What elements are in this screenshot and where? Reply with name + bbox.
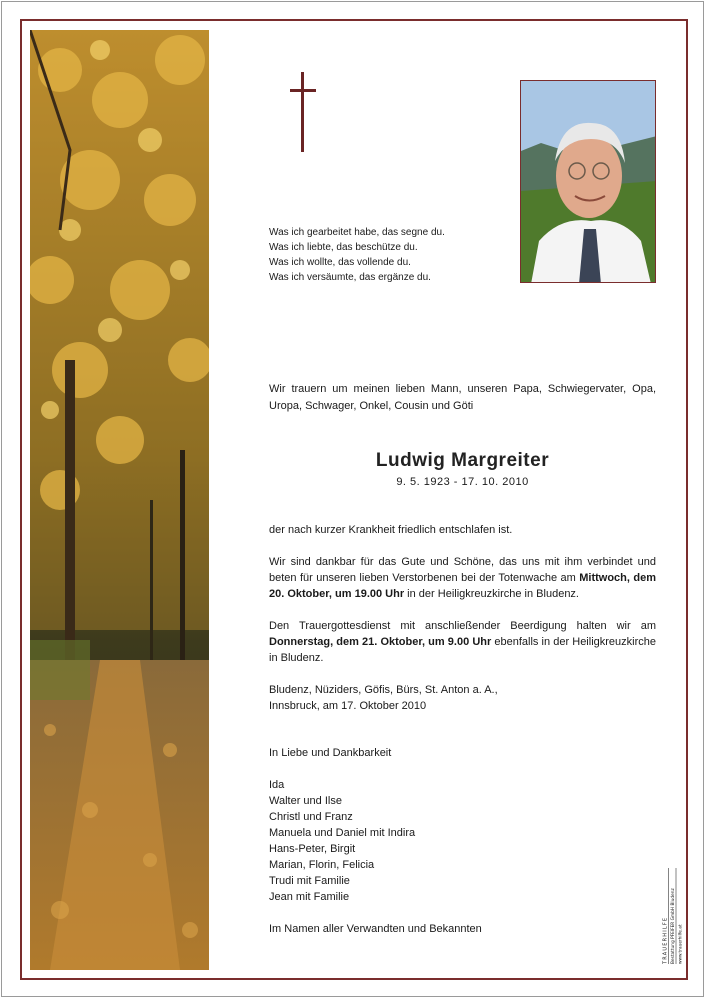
death-note: der nach kurzer Krankheit friedlich entschlafen ist. xyxy=(269,524,513,536)
closing-text: In Liebe und Dankbarkeit xyxy=(269,747,392,759)
life-dates: 9. 5. 1923 - 17. 10. 2010 xyxy=(396,476,529,488)
mourner: Manuela und Daniel mit Indira xyxy=(269,827,416,839)
funeral-text: Den Trauergottesdienst mit anschließender Beerdigung halten wir am xyxy=(269,620,656,632)
funeral-paragraph xyxy=(269,618,656,666)
verse-line: Was ich liebte, das beschütze du. xyxy=(269,242,418,253)
mourner: Trudi mit Familie xyxy=(269,875,350,887)
final-text: Im Namen aller Verwandten und Bekannten xyxy=(269,923,482,935)
verse xyxy=(269,225,445,285)
mourner: Ida xyxy=(269,779,285,791)
funeral-home-logo xyxy=(661,866,683,966)
wake-location: in der Heiligkreuzkirche in Bludenz. xyxy=(404,588,579,600)
verse-line: Was ich wollte, das vollende du. xyxy=(269,257,411,268)
forest-path-image xyxy=(30,30,209,970)
place-line: Innsbruck, am 17. Oktober 2010 xyxy=(269,700,427,712)
mourner: Marian, Florin, Felicia xyxy=(269,859,375,871)
mourner: Jean mit Familie xyxy=(269,891,350,903)
portrait-photo xyxy=(520,80,656,283)
logo-line-3: www.trauerhilfe.at xyxy=(678,924,683,964)
verse-line: Was ich gearbeitet habe, das segne du. xyxy=(269,227,445,238)
wake-date: Mittwoch, dem 20. Oktober, um 19.00 Uhr xyxy=(269,572,657,600)
logo-line-1: TRAUERHILFE xyxy=(662,916,669,964)
cross-icon xyxy=(290,72,318,152)
final-line xyxy=(269,921,482,937)
verse-line: Was ich versäumte, das ergänze du. xyxy=(269,272,431,283)
mourner: Christl und Franz xyxy=(269,811,353,823)
funeral-location: ebenfalls in der Heiligkreuzkirche in Bludenz. xyxy=(269,636,656,664)
closing-phrase xyxy=(269,745,391,761)
wake-text: Wir sind dankbar für das Gute und Schöne, das uns mit ihm verbindet und beten für unseren lieben Verstorbenen bei der Totenwache am xyxy=(269,556,656,584)
mourner: Hans-Peter, Birgit xyxy=(269,843,356,855)
logo-line-2: Bestattung PFEIFER GmbH Bludenz xyxy=(671,888,676,964)
mourner: Walter und Ilse xyxy=(269,795,342,807)
wake-paragraph xyxy=(269,554,656,602)
intro-text: Wir trauern um meinen lieben Mann, unseren Papa, Schwiegervater, Opa, Uropa, Schwager, Onkel, Cousin und Göti xyxy=(269,383,656,412)
funeral-date: Donnerstag, dem 21. Oktober, um 9.00 Uhr xyxy=(269,636,492,648)
mourners-list xyxy=(269,777,415,905)
place-line: Bludenz, Nüziders, Göfis, Bürs, St. Anton a. A., xyxy=(269,684,498,696)
place-date xyxy=(269,682,498,714)
deceased-name: Ludwig Margreiter xyxy=(375,450,550,471)
